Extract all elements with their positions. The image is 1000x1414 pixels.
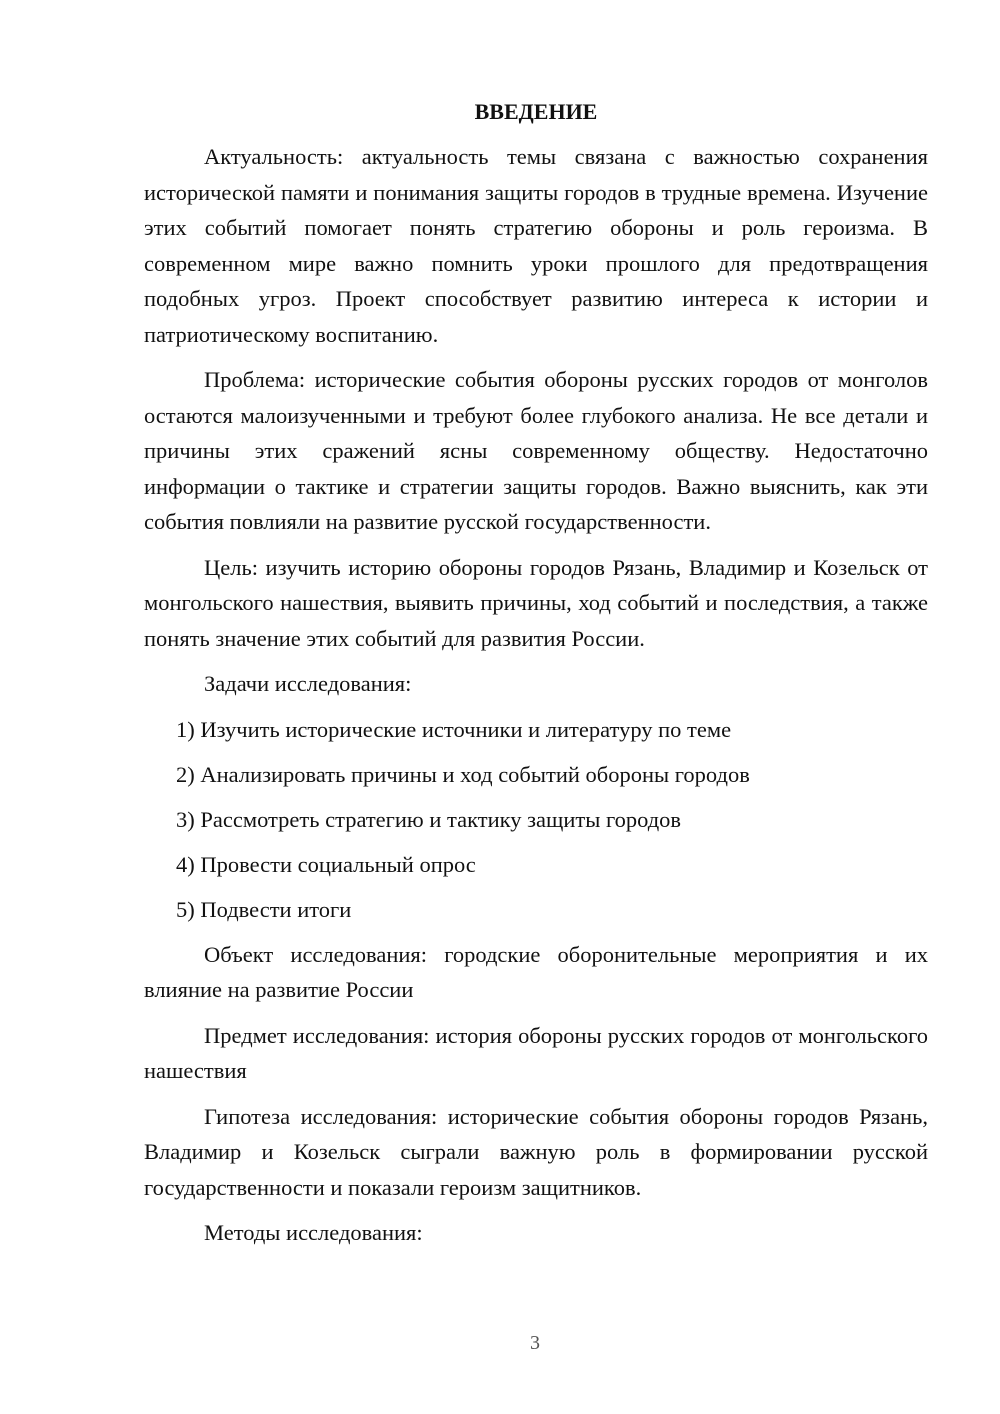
methods-heading: Методы исследования: <box>204 1220 423 1246</box>
list-item: 3) Рассмотреть стратегию и тактику защиты городов <box>176 806 682 832</box>
list-item: 5) Подвести итоги <box>176 896 352 922</box>
section-title: ВВЕДЕНИЕ <box>474 99 598 124</box>
object-paragraph: Объект исследования: городские оборонительные мероприятия и их влияние на развитие России <box>144 941 928 1003</box>
list-item: 1) Изучить исторические источники и литературу по теме <box>176 716 732 742</box>
list-item: 4) Провести социальный опрос <box>176 851 476 877</box>
subject-paragraph: Предмет исследования: история обороны русских городов от монгольского нашествия <box>144 1022 928 1084</box>
goal-paragraph: Цель: изучить историю обороны городов Рязань, Владимир и Козельск от монгольского нашествия, выявить причины, ход событий и последствия, а также понять значение этих событий для развития России. <box>144 554 928 651</box>
problem-paragraph: Проблема: исторические события обороны русских городов от монголов остаются малоизученными и требуют более глубокого анализа. Не все детали и причины этих сражений ясны современному обществу. Недостаточно информации о тактике и стратегии защиты городов. Важно выяснить, как эти события повлияли на развитие русской государственности. <box>144 367 928 534</box>
page-number: 3 <box>530 1332 540 1354</box>
tasks-list <box>144 712 928 928</box>
page-content <box>144 94 928 1261</box>
relevance-paragraph: Актуальность: актуальность темы связана с важностью сохранения исторической памяти и понимания защиты городов в трудные времена. Изучение этих событий помогает понять стратегию обороны и роль героизма. В современном мире важно помнить уроки прошлого для предотвращения подобных угроз. Проект способствует развитию интереса к истории и патриотическому воспитанию. <box>144 144 928 347</box>
list-item: 2) Анализировать причины и ход событий обороны городов <box>176 761 750 787</box>
tasks-heading: Задачи исследования: <box>204 671 412 696</box>
hypothesis-paragraph: Гипотеза исследования: исторические события обороны городов Рязань, Владимир и Козельск сыграли важную роль в формировании русской государственности и показали героизм защитников. <box>144 1103 928 1200</box>
